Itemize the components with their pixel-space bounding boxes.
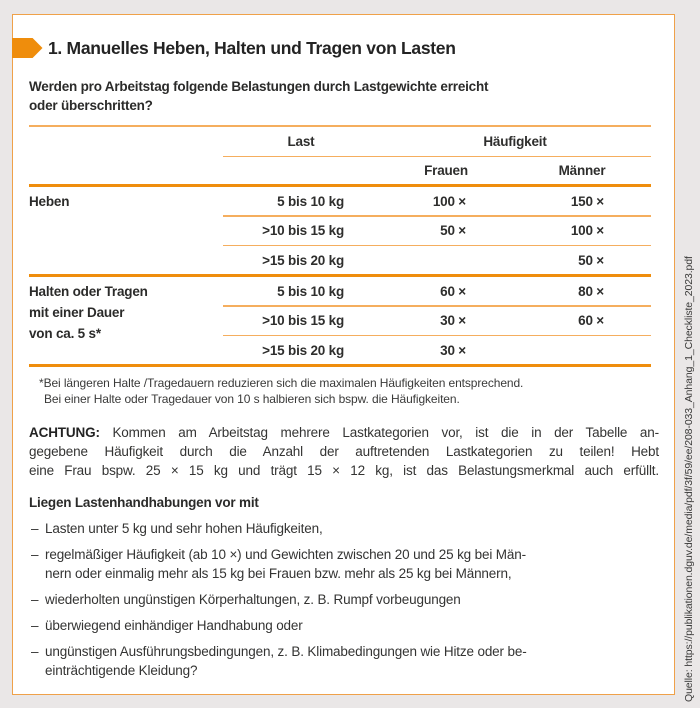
load-frequency-table [29,125,651,367]
bullet-dash: – [31,618,39,633]
table-row [29,336,651,364]
row-group-label-heben: Heben [29,194,70,209]
cell-maenner: 100 × [570,223,604,238]
cell-last: >15 bis 20 kg [262,252,344,268]
cell-last: >10 bis 15 kg [262,223,344,238]
list-item: – Lasten unter 5 kg und sehr hohen Häufigkeiten, [31,521,323,536]
warning-text-line: gegebene Häufigkeit durch die Anzahl der auftretenden Lastkategorien zu teilen! Hebt [29,444,659,459]
table-row [29,217,651,245]
row-group-label-halten: Halten oder Tragen mit einer Dauer von ca. 5 s* [29,284,148,341]
warning-paragraph [29,423,659,480]
section-arrow-icon [12,38,43,58]
cell-last: >15 bis 20 kg [262,342,344,358]
footnote-line: Bei einer Halte oder Tragedauer von 10 s halbieren sich bspw. die Häufigkeiten. [44,392,460,406]
cell-last: 5 bis 10 kg [277,193,344,209]
table-header-row-1 [29,127,651,156]
list-item: – überwiegend einhändiger Handhabung oder [31,618,303,633]
checklist [31,519,674,680]
bullet-dash: – [31,521,39,536]
cell-maenner: 50 × [578,252,604,268]
warning-text-line: Kommen am Arbeitstag mehrere Lastkategorien vor, ist die in der Tabelle an- [112,425,659,440]
footnote-line: *Bei längeren Halte /Tragedauern reduzieren sich die maximalen Häufigkeiten entsprechend. [39,376,524,390]
table-bottom-rule [29,364,651,367]
intro-question-line: oder überschritten? [29,98,153,113]
list-item: – ungünstigen Ausführungsbedingungen, z. B. Klimabedingungen wie Hitze oder be- einträchtigende Kleidung? [31,644,527,678]
cell-frauen: 50 × [440,223,466,238]
cell-frauen: 60 × [440,283,466,299]
checklist-heading: Liegen Lastenhandhabungen vor mit [29,495,259,510]
column-header-haeufigkeit: Häufigkeit [483,133,547,149]
table-row [29,246,651,274]
title-row [13,38,674,58]
bullet-dash: – [31,644,39,659]
table-row [29,187,651,215]
cell-maenner: 150 × [570,193,604,209]
cell-frauen: 100 × [432,193,466,209]
cell-last: >10 bis 15 kg [262,313,344,328]
cell-frauen: 30 × [440,342,466,358]
page-title: 1. Manuelles Heben, Halten und Tragen von Lasten [48,38,456,58]
cell-frauen: 30 × [440,313,466,328]
cell-last: 5 bis 10 kg [277,283,344,299]
list-item: – regelmäßiger Häufigkeit (ab 10 ×) und Gewichten zwischen 20 und 25 kg bei Män- nern oder einmalig mehr als 15 kg bei Frauen bzw. mehr als 25 kg bei Männern, [31,547,526,581]
list-item: – wiederholten ungünstigen Körperhaltungen, z. B. Rumpf vorbeugungen [31,592,461,607]
warning-text-line: eine Frau bspw. 25 × 15 kg und trägt 15 × 12 kg, ist das Belastungsmerkmal auch erfüllt. [29,463,659,478]
table-row [29,307,651,335]
table-header-row-2 [29,157,651,184]
table-footnote [39,375,674,407]
cell-maenner: 80 × [578,283,604,299]
intro-question-line: Werden pro Arbeitstag folgende Belastungen durch Lastgewichte erreicht [29,79,489,94]
bullet-dash: – [31,547,39,562]
column-header-frauen: Frauen [424,163,468,178]
column-header-maenner: Männer [558,163,606,178]
warning-label: ACHTUNG: [29,425,100,440]
column-header-last: Last [287,133,315,149]
intro-question [29,77,674,115]
cell-maenner: 60 × [578,313,604,328]
checklist-page [12,14,675,695]
source-citation: Quelle: https://publikationen.dguv.de/media/pdf/3f/59/ee/208-033_Anhang_1_Checkliste_2023.pdf [683,256,695,702]
bullet-dash: – [31,592,39,607]
